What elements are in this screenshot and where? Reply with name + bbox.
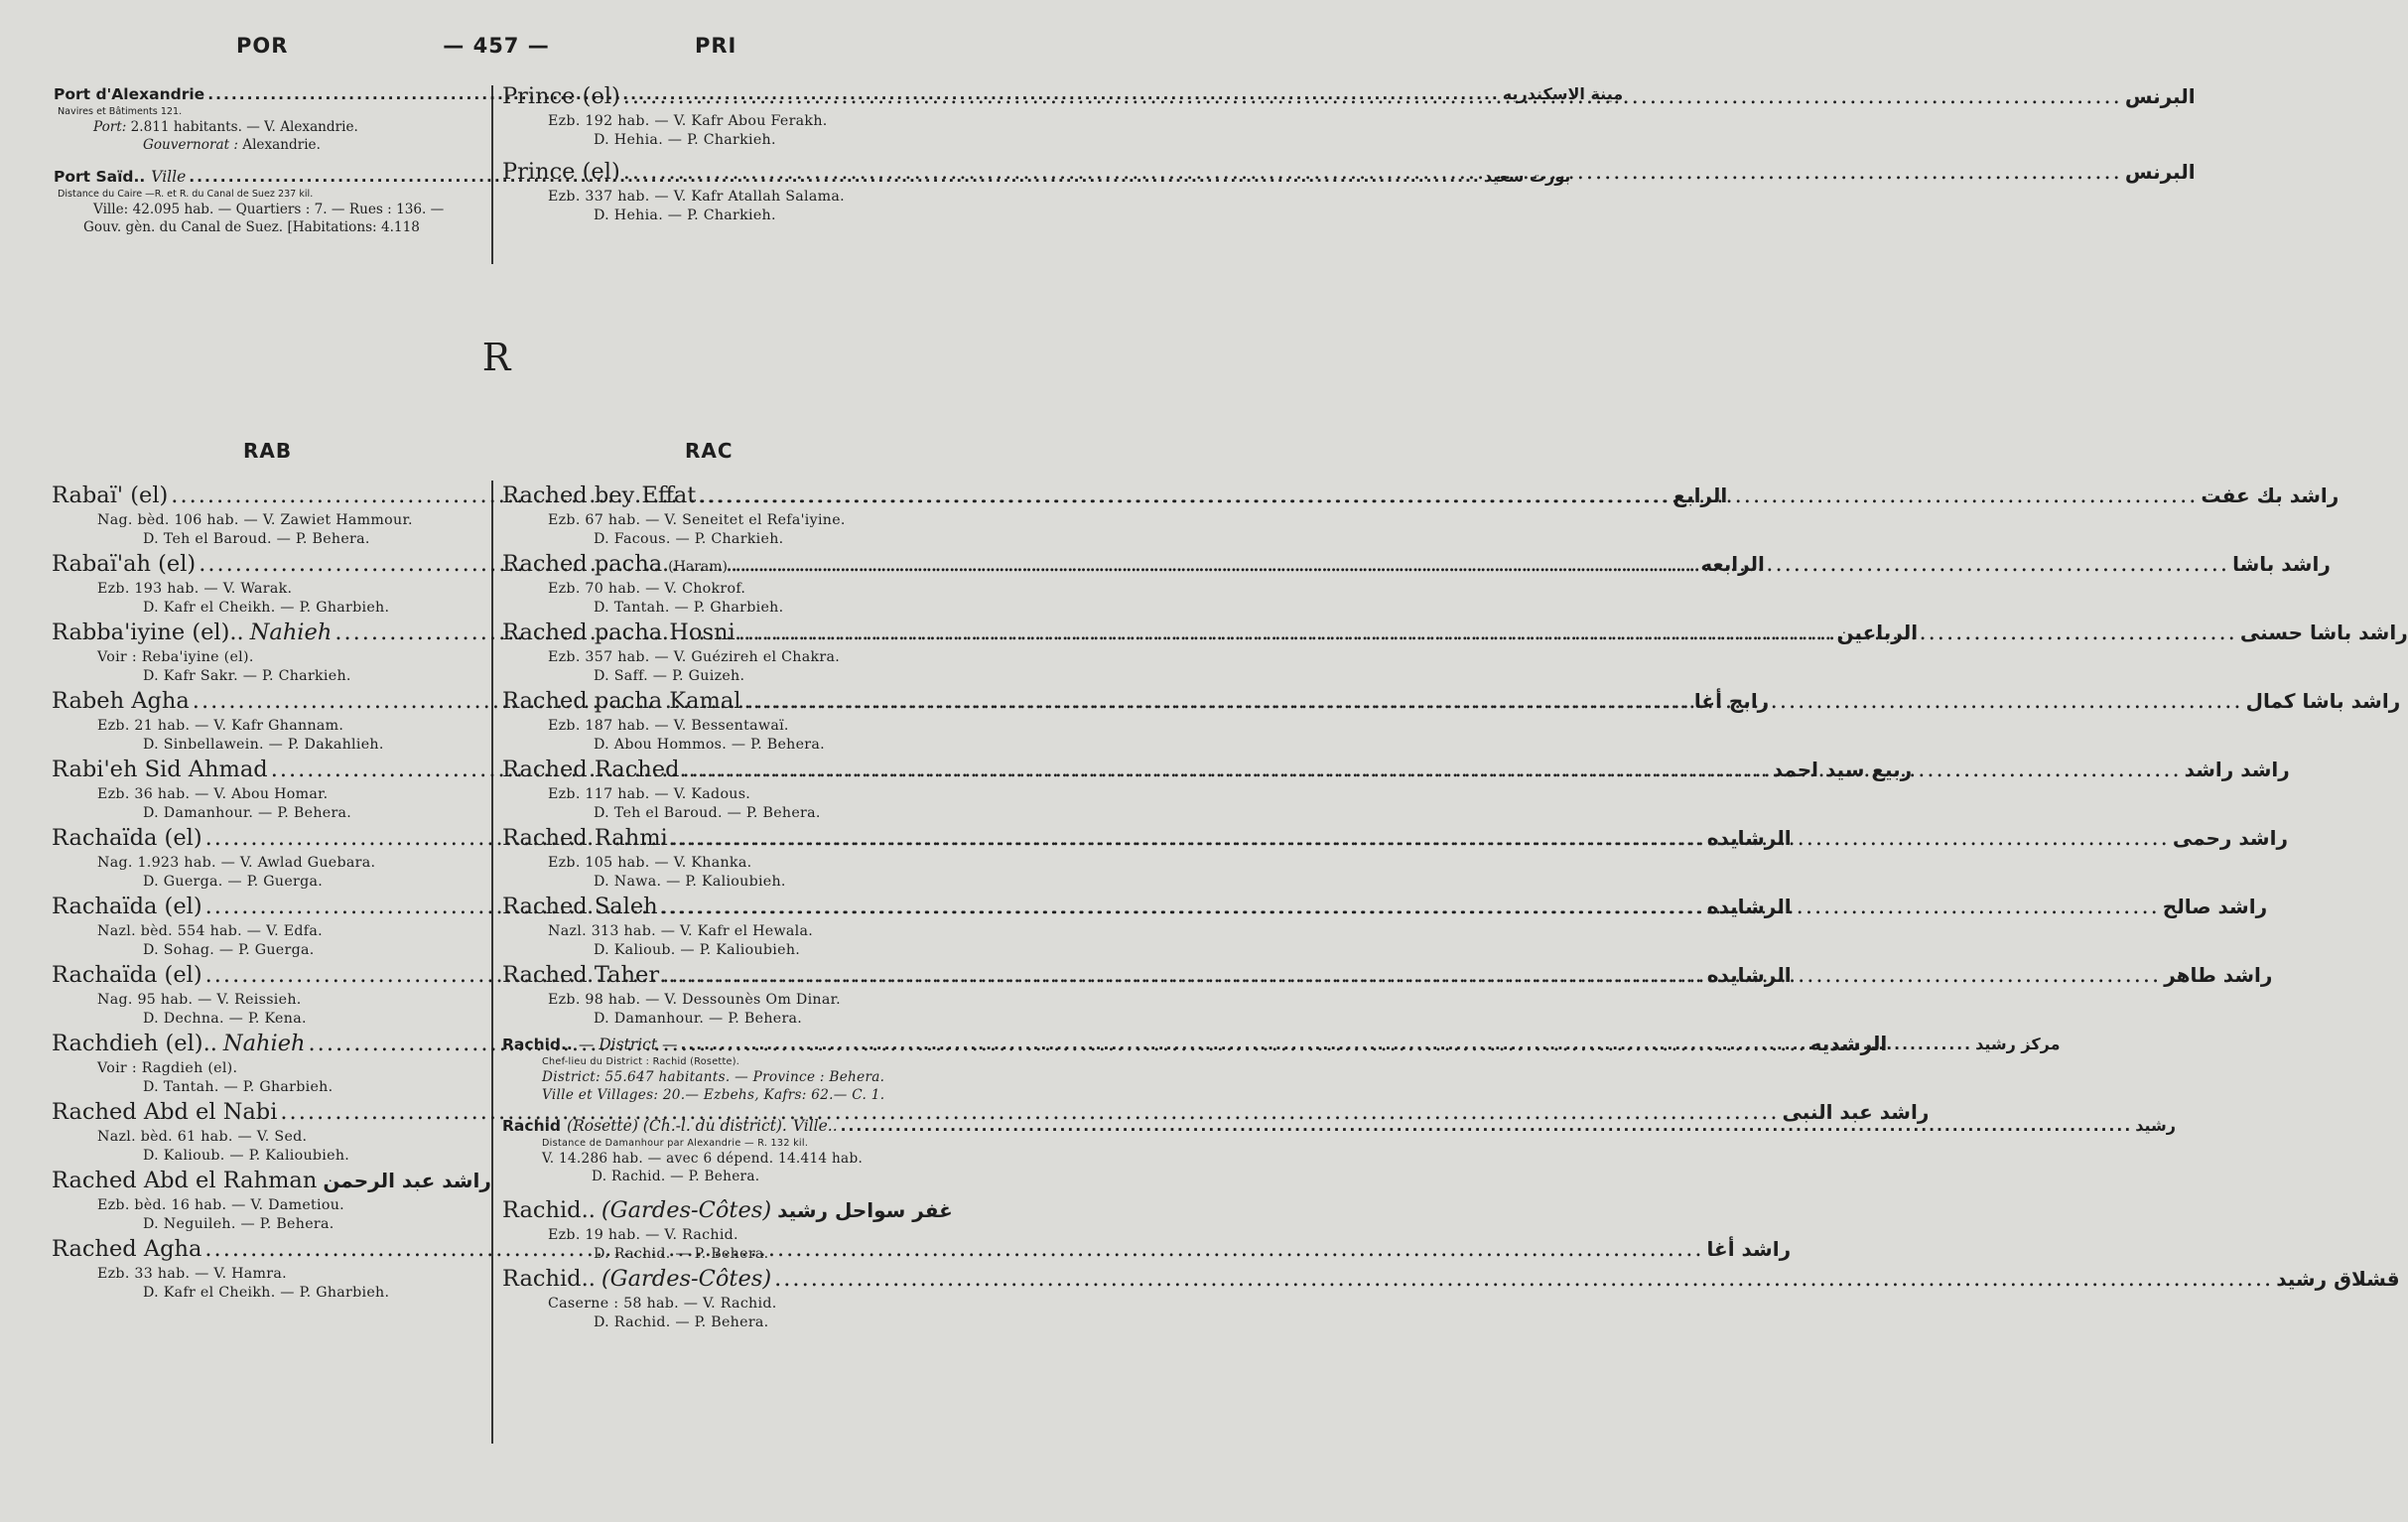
entry-detail: D. Kafr el Cheikh. — P. Gharbieh.	[143, 600, 390, 616]
entry-detail: D. Hehia. — P. Charkieh.	[594, 132, 776, 148]
entry-detail: D. Nawa. — P. Kalioubieh.	[594, 874, 786, 890]
leader-dots	[671, 823, 2170, 854]
leader-dots	[681, 1034, 1973, 1055]
entry-name: Rabi'eh Sid Ahmad	[52, 757, 268, 782]
entry-name: Prince (el)	[502, 83, 620, 109]
entry-name: Rachaïda (el)	[52, 962, 202, 988]
entry-detail: Voir : Ragdieh (el).	[97, 1060, 238, 1076]
arabic-name: راشد باشا	[2232, 552, 2331, 576]
arabic-name: قشلاق رشيد	[2276, 1267, 2400, 1291]
entry-name: Rachdieh (el)..	[52, 1031, 217, 1056]
leader-dots	[731, 549, 2229, 580]
entry-detail: D. Teh el Baroud. — P. Behera.	[594, 805, 821, 821]
entry-tag: (Haram)	[668, 559, 728, 575]
entry-detail: Ville: 42.095 hab. — Quartiers : 7. — Rues : 136. —	[93, 202, 445, 217]
arabic-name: راشد راشد	[2184, 758, 2290, 781]
entry-name: Rachaïda (el)	[52, 894, 202, 919]
entry-tag: Nahieh	[249, 620, 333, 645]
entry-rached-abd-el-rahman	[52, 1166, 491, 1234]
arabic-name: رشيد	[2135, 1115, 2176, 1135]
entry-detail: Gouvernorat : Alexandrie.	[143, 137, 321, 153]
running-head-left: POR	[236, 34, 289, 58]
entry-detail: Ezb. 36 hab. — V. Abou Homar.	[97, 786, 329, 802]
entry-detail: D. Rachid. — P. Behera.	[594, 1314, 769, 1330]
entry-detail: D. Kafr el Cheikh. — P. Gharbieh.	[143, 1285, 390, 1301]
arabic-name: راشد عبد النبى	[1782, 1100, 1930, 1124]
entry-rachid-town	[502, 1115, 2176, 1196]
arabic-name: راشد بك عفت	[2201, 484, 2340, 507]
entry-name: Rached Rahmi	[502, 825, 668, 851]
entry-name: Rached pacha Kamal	[502, 688, 741, 714]
leader-dots	[661, 892, 2160, 922]
page-number: — 457 —	[443, 34, 550, 58]
arabic-name: بورت سعيد	[1483, 167, 1571, 186]
entry-note: Navires et Bâtiments 121.	[58, 106, 183, 117]
entry-detail: D. Guerga. — P. Guerga.	[143, 874, 324, 890]
entry-name: Rachid..	[502, 1266, 596, 1292]
entry-tag: Ville	[151, 168, 187, 186]
entry-detail: Port: 2.811 habitants. — V. Alexandrie.	[93, 119, 358, 135]
entry-note: Distance de Damanhour par Alexandrie — R. 132 kil.	[542, 1137, 809, 1149]
entry-detail: District: 55.647 habitants. — Province : Behera.	[542, 1069, 885, 1085]
leader-dots	[699, 481, 2198, 511]
entry-name: Rachaïda (el)	[52, 825, 202, 851]
entry-detail: V. 14.286 hab. — avec 6 dépend. 14.414 hab.	[542, 1150, 864, 1167]
entry-detail: Nazl. 313 hab. — V. Kafr el Hewala.	[548, 923, 814, 939]
column-head-left: RAB	[243, 439, 293, 463]
leader-dots	[683, 755, 2182, 785]
arabic-name: البرنس	[2124, 160, 2196, 184]
entry-tag: (Gardes-Côtes)	[601, 1266, 772, 1292]
entry-detail: D. Rachid. — P. Behera.	[592, 1168, 760, 1184]
leader-dots	[623, 157, 2122, 188]
entry-detail: D. Kafr Sakr. — P. Charkieh.	[143, 668, 351, 684]
arabic-name: راشد أغا	[1706, 1237, 1792, 1261]
entry-detail: Caserne : 58 hab. — V. Rachid.	[548, 1296, 777, 1312]
entry-detail: Ezb. 193 hab. — V. Warak.	[97, 581, 293, 597]
entry-tag: (Rosette) (Ch.-l. du district).	[567, 1116, 787, 1135]
entry-rachid-gardes-cotes-1	[502, 1195, 953, 1264]
entry-name: Rabeh Agha	[52, 688, 190, 714]
entry-name: Rached Agha	[52, 1236, 202, 1262]
entry-detail: Nag. bèd. 106 hab. — V. Zawiet Hammour.	[97, 512, 413, 528]
arabic-name: راشد باشا حسنى	[2239, 621, 2408, 644]
entry-tag-ville: Ville..	[792, 1116, 838, 1135]
entry-detail: D. Damanhour. — P. Behera.	[594, 1011, 803, 1027]
entry-name: Rached Saleh	[502, 894, 658, 919]
arabic-name: الرابع	[1672, 484, 1728, 507]
arabic-name: راشد رحمى	[2172, 826, 2288, 850]
entry-detail: Voir : Reba'iyine (el).	[97, 649, 254, 665]
entry-name: Rachid	[502, 1116, 562, 1135]
arabic-name: راشد صالح	[2162, 895, 2268, 918]
entry-detail: D. Saff. — P. Guizeh.	[594, 668, 745, 684]
entry-name: Rached pacha Hosni	[502, 620, 736, 645]
entry-name: Rachid..	[502, 1036, 573, 1053]
entry-detail: Ezb. 357 hab. — V. Guézireh el Chakra.	[548, 649, 841, 665]
entry-detail: D. Damanhour. — P. Behera.	[143, 805, 352, 821]
entry-detail: Ezb. 105 hab. — V. Khanka.	[548, 855, 752, 871]
entry-name: Rabba'iyine (el)..	[52, 620, 244, 645]
entry-name: Rachid..	[502, 1197, 596, 1223]
entry-tag: — District —	[578, 1036, 678, 1053]
arabic-name: الرشايده	[1706, 826, 1792, 850]
arabic-name: الرشايده	[1706, 895, 1792, 918]
entry-tag: Nahieh	[222, 1031, 306, 1056]
entry-detail: D. Abou Hommos. — P. Behera.	[594, 737, 825, 753]
entry-detail: Nazl. bèd. 554 hab. — V. Edfa.	[97, 923, 323, 939]
entry-detail: Ezb. 21 hab. — V. Kafr Ghannam.	[97, 718, 344, 734]
leader-dots	[662, 960, 2161, 991]
entry-rachid-gardes-cotes-2	[502, 1264, 2400, 1332]
entry-detail: Ezb. 192 hab. — V. Kafr Abou Ferakh.	[548, 113, 828, 129]
entry-detail: D. Kalioub. — P. Kalioubieh.	[594, 942, 801, 958]
entry-name: Rached bey Effat	[502, 483, 697, 508]
leader-dots	[774, 1264, 2273, 1295]
arabic-name: الرشديه	[1809, 1032, 1888, 1055]
entry-detail: D. Dechna. — P. Kena.	[143, 1011, 307, 1027]
entry-tag: (Gardes-Côtes)	[601, 1197, 772, 1223]
entry-detail: Ezb. 337 hab. — V. Kafr Atallah Salama.	[548, 189, 845, 205]
entry-name: Port d'Alexandrie	[54, 85, 205, 103]
arabic-name: الرابعه	[1700, 552, 1765, 576]
leader-dots	[204, 1234, 1703, 1265]
entry-detail: D. Teh el Baroud. — P. Behera.	[143, 531, 370, 547]
arabic-name: مركز رشيد	[1975, 1035, 2061, 1053]
entry-detail: D. Tantah. — P. Gharbieh.	[594, 600, 784, 616]
entry-detail: Ezb. 19 hab. — V. Rachid.	[548, 1227, 738, 1243]
entry-detail: D. Hehia. — P. Charkieh.	[594, 208, 776, 223]
entry-detail: D. Sohag. — P. Guerga.	[143, 942, 315, 958]
running-head-right: PRI	[695, 34, 737, 58]
entry-name: Rached Rached	[502, 757, 680, 782]
entry-name: Rabaï' (el)	[52, 483, 169, 508]
entry-detail: D. Rachid. — P. Behera.	[594, 1246, 769, 1262]
entry-name: Rached Abd el Nabi	[52, 1099, 278, 1125]
column-head-right: RAC	[685, 439, 734, 463]
entry-name: Rabaï'ah (el)	[52, 551, 197, 577]
arabic-name: غفر سواحل رشيد	[777, 1198, 953, 1222]
entry-detail: Ezb. 70 hab. — V. Chokrof.	[548, 581, 746, 597]
entry-detail: Ezb. 187 hab. — V. Bessentawaï.	[548, 718, 789, 734]
entry-detail: Ville et Villages: 20.— Ezbehs, Kafrs: 62.— C. 1.	[542, 1087, 885, 1103]
entry-detail: Nag. 95 hab. — V. Reissieh.	[97, 992, 302, 1008]
arabic-name: البرنس	[2124, 84, 2196, 108]
entry-detail: Ezb. 98 hab. — V. Dessounès Om Dinar.	[548, 992, 841, 1008]
entry-note: Chef-lieu du District : Rachid (Rosette).	[542, 1056, 740, 1067]
arabic-name: مينة الاسكندريه	[1502, 84, 1624, 103]
entry-name: Port Saïd..	[54, 168, 146, 186]
entry-detail: D. Neguileh. — P. Behera.	[143, 1216, 334, 1232]
leader-dots	[738, 618, 2237, 648]
entry-detail: Nag. 1.923 hab. — V. Awlad Guebara.	[97, 855, 376, 871]
entry-name: Prince (el)	[502, 159, 620, 185]
leader-dots	[841, 1115, 2133, 1137]
entry-detail: Ezb. 117 hab. — V. Kadous.	[548, 786, 751, 802]
arabic-name: راشد عبد الرحمن	[323, 1169, 491, 1192]
entry-detail: D. Sinbellawein. — P. Dakahlieh.	[143, 737, 384, 753]
section-letter: R	[481, 336, 511, 379]
entry-name: Rached Taher	[502, 962, 660, 988]
arabic-name: الرشايده	[1706, 963, 1792, 987]
entry-name: Rached Abd el Rahman	[52, 1168, 318, 1193]
entry-detail: Nazl. bèd. 61 hab. — V. Sed.	[97, 1129, 308, 1145]
leader-dots	[623, 81, 2122, 112]
arabic-name: رابح أغا	[1693, 689, 1770, 713]
arabic-name: راشد طاهر	[2164, 963, 2273, 987]
leader-dots	[743, 686, 2242, 717]
entry-detail: D. Kalioub. — P. Kalioubieh.	[143, 1148, 350, 1164]
arabic-name: راشد باشا كمال	[2245, 689, 2401, 713]
arabic-name: الرباعين	[1836, 621, 1919, 644]
entry-detail: Ezb. 33 hab. — V. Hamra.	[97, 1266, 287, 1282]
entry-note: Distance du Caire —R. et R. du Canal de Suez 237 kil.	[58, 189, 314, 200]
entry-detail: Gouv. gèn. du Canal de Suez. [Habitations: 4.118	[83, 219, 420, 235]
entry-name: Rached pacha	[502, 551, 663, 577]
arabic-name: ربيع سيد احمد	[1772, 758, 1913, 781]
entry-detail: Ezb. bèd. 16 hab. — V. Dametiou.	[97, 1197, 344, 1213]
entry-detail: Ezb. 67 hab. — V. Seneitet el Refa'iyine.	[548, 512, 846, 528]
entry-detail: D. Tantah. — P. Gharbieh.	[143, 1079, 334, 1095]
entry-detail: D. Facous. — P. Charkieh.	[594, 531, 784, 547]
